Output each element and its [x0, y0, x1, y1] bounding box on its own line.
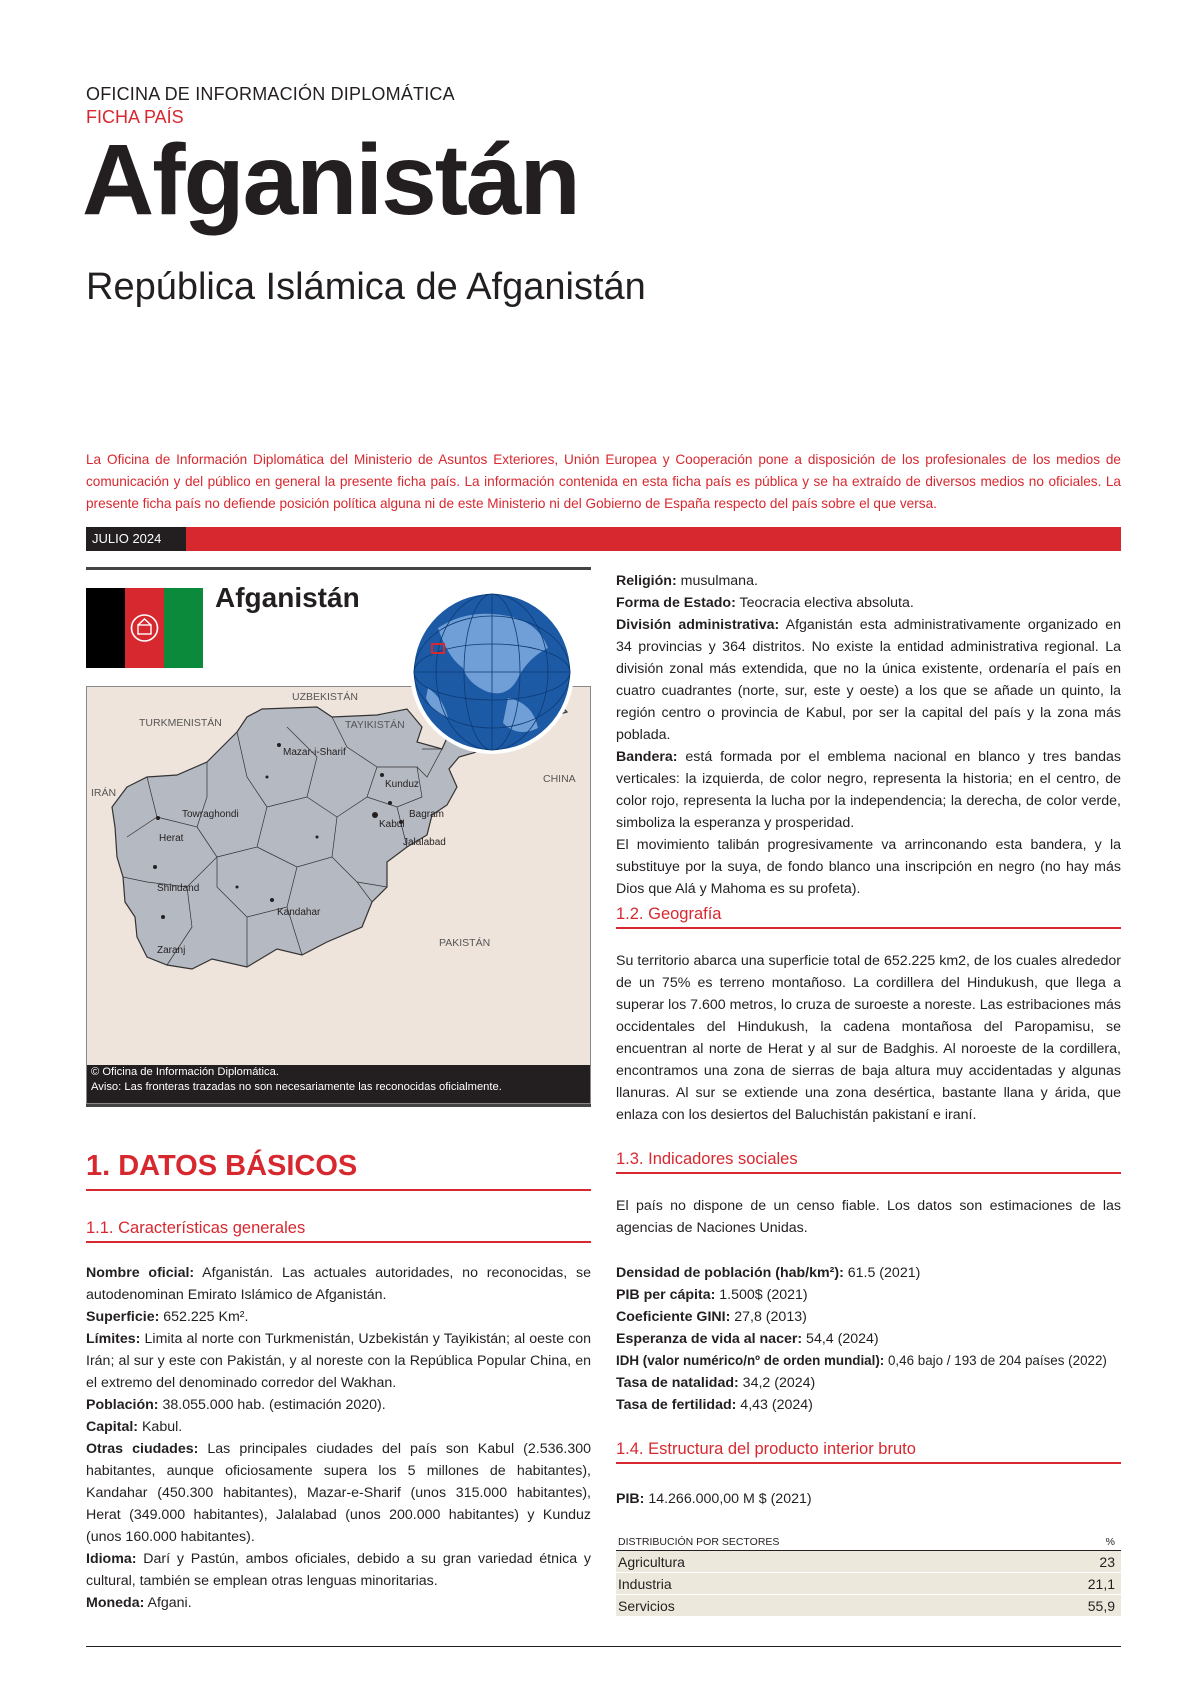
subsection-heading-indicadores: 1.3. Indicadores sociales: [616, 1150, 798, 1168]
disclaimer-text: La Oficina de Información Diplomática del Ministerio de Asuntos Exteriores, Unión Europea y Cooperación pone a disposición de los profesionales de los medios de comunicación y del público en general la presente ficha país. La información contenida en esta ficha país es pública y se ha extraído de diversos medios no oficiales. La presente ficha país no defiende posición política alguna ni de este Ministerio ni del Gobierno de España respecto del país sobre el que versa.: [86, 452, 1121, 511]
map-credit-line-2: Aviso: Las fronteras trazadas no son necesariamente las reconocidas oficialmente.: [91, 1081, 502, 1093]
taliban-note: El movimiento talibán progresivamente va arrinconando esta bandera, y la substituye por la suya, de fondo blanco una inscripción en negro (no hay más Dios que Alá y Mahoma es su profeta).: [616, 837, 1121, 897]
city-bagram: Bagram: [409, 809, 445, 820]
table-row: [616, 1551, 1121, 1573]
map-top-rule: [86, 567, 591, 570]
flag-emblem-icon: [125, 588, 164, 668]
label-uzbekistan: UZBEKISTÁN: [292, 691, 358, 703]
publication-date: JULIO 2024: [86, 527, 186, 551]
map-bottom-rule: [86, 1104, 591, 1107]
field-nombre: Nombre oficial: Afganistán. Las actuales autoridades, no reconocidas, se autodenominan Emirato Islámico de Afganistán.: [86, 1265, 591, 1303]
field-capital: Capital: Kabul.: [86, 1419, 183, 1435]
geography-text: Su territorio abarca una superficie total de 652.225 km2, de los cuales alrededor de un 75% es terreno montañoso. La cordillera del Hindukush, que llega a superar los 7.600 metros, lo cruza de suroeste a noreste. Las estribaciones más occidentales del Hindukush, la cadena montañosa del Paropamisu, se encuentran al norte de Herat y al sur de Badghis. Al noroeste de la cordillera, encontramos una zona de sierras de baja altura muy accidentadas y algunas llanuras. Al sur se extiende una zona desértica, bastante llana y árida, que enlaza con los desiertos del Baluchistán pakistaní e iraní.: [616, 953, 1121, 1123]
indicator: Coeficiente GINI: 27,8 (2013): [616, 1309, 807, 1325]
table-row: [616, 1573, 1121, 1595]
subsection-heading-geografia: 1.2. Geografía: [616, 905, 722, 923]
row-pct: 21,1: [1087, 1576, 1115, 1592]
row-pct: 55,9: [1087, 1598, 1115, 1614]
indicator: Esperanza de vida al nacer: 54,4 (2024): [616, 1331, 879, 1347]
document-kind: FICHA PAÍS: [86, 107, 184, 127]
page-subtitle: República Islámica de Afganistán: [86, 266, 646, 308]
footer-rule: [86, 1646, 1121, 1647]
office-name: OFICINA DE INFORMACIÓN DIPLOMÁTICA: [86, 84, 455, 104]
pib-value: PIB: 14.266.000,00 M $ (2021): [616, 1491, 812, 1507]
city-mazar: Mazar-i-Sharif: [283, 747, 346, 758]
field-forma-estado: Forma de Estado: Teocracia electiva absoluta.: [616, 595, 914, 611]
social-intro: El país no dispone de un censo fiable. Los datos son estimaciones de las agencias de Naciones Unidas.: [616, 1198, 1121, 1236]
subsection-rule: [616, 927, 1121, 929]
sector-table: [616, 1536, 1121, 1617]
city-jalalabad: Jalalabad: [403, 837, 446, 848]
table-col-pct: %: [1105, 1536, 1115, 1548]
indicator: Tasa de natalidad: 34,2 (2024): [616, 1375, 816, 1391]
section-heading-datos: 1. DATOS BÁSICOS: [86, 1150, 358, 1182]
city-kunduz: Kunduz: [385, 779, 419, 790]
row-sector: Agricultura: [618, 1554, 685, 1570]
flag-red-band: [125, 588, 164, 668]
row-sector: Industria: [618, 1576, 672, 1592]
indicator: IDH (valor numérico/nº de orden mundial): 0,46 bajo / 193 de 204 países (2022): [616, 1353, 1107, 1368]
flag-green-band: [164, 588, 203, 668]
field-bandera: Bandera: está formada por el emblema nacional en blanco y tres bandas verticales: la izquierda, de color negro, representa la historia; en el centro, de color rojo, representa la lucha por la independencia; la derecha, de color verde, simboliza la esperanza y prosperidad.: [616, 749, 1121, 831]
field-limites: Límites: Limita al norte con Turkmenistán, Uzbekistán y Tayikistán; al oeste con Irán; al sur y este con Pakistán, y al noreste con la República Popular China, en el extremo del denominado corredor del Wakhan.: [86, 1331, 591, 1391]
flag-black-band: [86, 588, 125, 668]
field-division: División administrativa: Afganistán esta administrativamente organizado en 34 provincias y 364 distritos. No existe la entidad administrativa regional. La división zonal más extendida, que no la única existente, ordenaría el país en cuatro cuadrantes (norte, sur, este y oeste) a los que se añade un quinto, la región centro o provincia de Kabul, por ser la capital del país y la zona más poblada.: [616, 617, 1121, 743]
field-ciudades: Otras ciudades: Las principales ciudades del país son Kabul (2.536.300 habitantes, aunque oficiosamente supera los 5 millones de habitantes), Kandahar (450.300 habitantes), Mazar-e-Sharif (unos 315.000 habitantes), Herat (349.000 habitantes), Jalalabad (unos 200.000 habitantes) y Kunduz (unos 160.000 habitantes).: [86, 1441, 591, 1545]
city-kandahar: Kandahar: [277, 907, 321, 918]
city-zaranj: Zaranj: [157, 945, 186, 956]
label-tajikistan: TAYIKISTÁN: [345, 719, 405, 731]
section-rule: [86, 1189, 591, 1191]
indicator: Tasa de fertilidad: 4,43 (2024): [616, 1397, 813, 1413]
city-towraghondi: Towraghondi: [182, 809, 239, 820]
field-poblacion: Población: 38.055.000 hab. (estimación 2020).: [86, 1397, 386, 1413]
afghanistan-flag: [86, 588, 203, 668]
field-idioma: Idioma: Darí y Pastún, ambos oficiales, debido a su gran variedad étnica y cultural, también se emplean otras lenguas minoritarias.: [86, 1551, 591, 1589]
map-title: Afganistán: [215, 582, 360, 613]
state-info: [616, 570, 1121, 900]
subsection-heading-pib: 1.4. Estructura del producto interior bruto: [616, 1440, 916, 1458]
table-row: [616, 1595, 1121, 1617]
subsection-rule: [616, 1462, 1121, 1464]
subsection-rule: [86, 1241, 591, 1243]
label-china: CHINA: [543, 773, 576, 785]
field-religion: Religión: musulmana.: [616, 573, 758, 589]
label-iran: IRÁN: [91, 787, 117, 799]
field-superficie: Superficie: 652.225 Km².: [86, 1309, 249, 1325]
city-kabul: Kabul: [379, 819, 405, 830]
subsection-heading-caracteristicas: 1.1. Características generales: [86, 1219, 306, 1237]
table-header: [616, 1536, 1121, 1551]
general-characteristics: [86, 1262, 591, 1614]
map-credit: [91, 1065, 502, 1095]
globe-icon: [408, 588, 576, 756]
city-herat: Herat: [159, 833, 184, 844]
indicator: PIB per cápita: 1.500$ (2021): [616, 1287, 808, 1303]
label-pakistan: PAKISTÁN: [439, 937, 491, 949]
date-band: [86, 527, 1121, 551]
subsection-rule: [616, 1172, 1121, 1174]
indicators-list: [616, 1262, 1121, 1416]
page-title: Afganistán: [82, 124, 579, 236]
field-moneda: Moneda: Afgani.: [86, 1595, 192, 1611]
label-turkmenistan: TURKMENISTÁN: [139, 717, 222, 729]
city-shindand: Shindand: [157, 883, 200, 894]
row-sector: Servicios: [618, 1598, 675, 1614]
table-col-sector: DISTRIBUCIÓN POR SECTORES: [618, 1536, 780, 1548]
map-credit-line-1: © Oficina de Información Diplomática.: [91, 1066, 279, 1078]
indicator: Densidad de población (hab/km²): 61.5 (2021): [616, 1265, 921, 1281]
row-pct: 23: [1099, 1554, 1115, 1570]
